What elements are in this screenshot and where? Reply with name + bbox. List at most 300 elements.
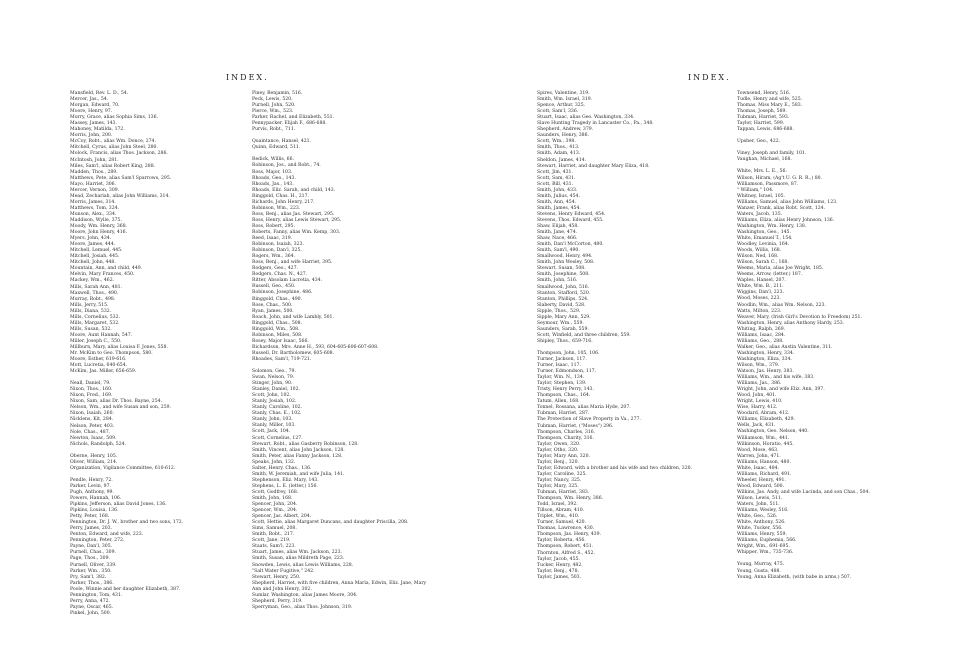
index-entry: Molock, Francis, alias Thos. Jackson, 286. [70, 151, 168, 157]
index-entry: Robinson, Dan'l, 325. [252, 248, 302, 254]
index-entry: McKim, Jas. Miller, 656-659. [70, 369, 137, 375]
index-entry: Stanton, Phillips, 524. [537, 296, 589, 302]
index-entry: Madden, Thos., 289. [70, 169, 118, 175]
index-entry: Petty, Peter, 168. [70, 514, 110, 520]
index-entry: Scott, Godfrey, 168. [252, 489, 299, 495]
index-entry: Scott, Winfield, and three children, 559. [537, 332, 631, 338]
index-entry: Woods, Willis, 168. [737, 248, 782, 254]
index-entry: Scott, Cornelius, 127. [252, 435, 303, 441]
index-entry: Mitchell, John, 448. [70, 260, 116, 266]
index-entry: Taylor, Caroline, 325. [537, 471, 587, 477]
index-entry: Williams, Euphemia, 566. [737, 538, 797, 544]
index-entry: Rhoads, Eliz. Sarah, and child, 143. [252, 187, 336, 193]
index-entry: Pierce, Wm., 523. [252, 109, 294, 115]
index-entry: Rhoads, Geo., 143. [252, 175, 296, 181]
index-entry: Morgan, Edward, 70. [70, 103, 120, 109]
index-entry: Mott, Lucretia, 640-654. [70, 363, 128, 369]
index-entry: Tubman, Harriet, ("Moses") 296. [537, 423, 614, 429]
index-entry: Stuart, James, alias Wm. Jackson, 223. [252, 550, 342, 556]
index-entry: Stewart, Harriet, and daughter Mary Eliza, 418. [537, 163, 650, 169]
index-entry: Shipley, Thos., 659-716. [537, 338, 593, 344]
index-entry: Stanly, John, 103. [252, 417, 293, 423]
index-entry: Purnell, Chas., 309. [70, 550, 116, 556]
index-entry: Robinson, Isaiah, 323. [252, 242, 304, 248]
index-entry: Scott, Jack, 104. [252, 429, 291, 435]
index-entry: Mountain, Ann, and child, 449. [70, 266, 143, 272]
index-entry: Stanly, Miller, 103. [252, 423, 296, 429]
index-group [70, 454, 250, 472]
index-entry: Scott, Sam'l, 336. [537, 109, 579, 115]
index-entry: Miller, Joseph C., 550. [70, 338, 122, 344]
index-entry: Tappan, Lewis, 686-688. [737, 127, 794, 133]
index-entry: Stephenson, Eliz. Mary, 143. [252, 477, 319, 483]
index-entry: Mackey, Wm., 462. [70, 278, 115, 284]
index-entry: Taylor, Owen, 320. [537, 441, 581, 447]
index-entry: Stanton, Stafford, 520. [537, 290, 591, 296]
index-entry: Thompson, Charity, 316. [537, 435, 594, 441]
index-entry: Wilson, Ned, 168. [737, 254, 779, 260]
index-entry: Wilson, Sarah C., 168. [737, 260, 789, 266]
index-entry: Tudle, Henry and wife, 525. [737, 97, 803, 103]
index-entry: Sumlar, Washington, alias James Moore, 304. [252, 592, 358, 598]
index-entry: White, Geo., 526. [737, 514, 778, 520]
index-entry: Turner, Isaac, 117. [537, 363, 581, 369]
index-entry: Williamson, Passmore, 87. [737, 181, 799, 187]
index-entry: Moore, Aunt Hannah, 547. [70, 332, 133, 338]
index-entry: Williams, Samuel, alias John Williams, 123. [737, 199, 838, 205]
index-entry: Taylor, Benj., 320. [537, 459, 579, 465]
index-entry: Taylor, Mary Ann, 320. [537, 453, 590, 459]
index-entry: Moore, James, 444. [70, 242, 116, 248]
index-entry: Smallwood, Henry, 494. [537, 254, 593, 260]
index-entry: Smith, Robt., 217. [252, 532, 295, 538]
index-entry: Smith, John, 433. [537, 187, 578, 193]
index-entry: Parker, Levin, 97. [70, 483, 111, 489]
index-entry: Ross, Henry, alias Lewis Stewart, 295. [252, 217, 342, 223]
index-entry: Mead, Zechariah, alias John Williams, 314. [70, 193, 170, 199]
index-entry: Williams, Hanson, 480. [737, 459, 791, 465]
index-entry: Wilkinson, Horatio, 445. [737, 441, 794, 447]
index-entry: Tubman, Harriet, 287. [537, 411, 590, 417]
index-entry: Pipkins, Jefferson, alias David Jones, 136. [70, 502, 167, 508]
index-entry: Stanly, Josiah, 102. [252, 399, 297, 405]
index-entry: Waters, Jacob, 135. [737, 211, 783, 217]
index-entry: Mitchell, Lemuel, 445. [70, 248, 123, 254]
index-entry: Sims, Samuel, 208. [252, 526, 297, 532]
index-group [70, 381, 250, 448]
index-entry: Rhoades, Sam'l, 719-721. [252, 356, 312, 362]
index-entry: Ritter, Absolam Lucretia, 434. [252, 278, 323, 284]
index-group [737, 151, 927, 163]
index-entry: Smith, W. Jeremiah, and wife Julia, 141. [252, 471, 345, 477]
index-entry: Taylor, Jacob, 455. [537, 556, 580, 562]
index-entry: Waters, John, 511. [737, 502, 780, 508]
index-entry: White, Anthony, 526. [737, 520, 786, 526]
index-entry: Saunders, Sarah, 559. [537, 326, 589, 332]
index-entry: Warren, John, 471. [737, 453, 781, 459]
index-entry: Mitchell, Josiah, 445. [70, 254, 120, 260]
index-entry: Stevens, Henry Edward, 454. [537, 211, 606, 217]
index-entry: Smith, Peter, alias Fanny Jackson, 128. [252, 453, 343, 459]
index-entry: Williamson, Wm., 441. [737, 435, 790, 441]
index-group [737, 91, 927, 133]
index-entry: Todd, Israel, 392. [537, 502, 578, 508]
index-entry: Stanly, Caroline, 102. [252, 405, 303, 411]
index-entry: Spires, Valentine, 319. [537, 91, 590, 96]
index-entry: Turner, Edmondson, 117. [537, 369, 597, 375]
index-group [537, 91, 727, 345]
index-entry: Ross, Benj., alias Jas. Stewart, 295. [252, 211, 335, 217]
index-entry: "Salt Water Fugitive," 242. [252, 568, 315, 574]
index-entry: Matthews, Pete, alias Sam'l Sparrows, 295. [70, 175, 172, 181]
index-entry: Penton, Edward, and wife, 223. [70, 532, 144, 538]
index-entry: Rose, Chas., 500. [252, 302, 293, 308]
page-title: INDEX. [226, 73, 269, 82]
index-entry: Stewart, Robt., alias Gasberry Robinson, 128. [252, 441, 359, 447]
index-entry: Thompson, Robert, 451. [537, 544, 594, 550]
index-entry: Mitchell, Cyrus, alias John Steel, 280. [70, 145, 158, 151]
index-entry: Mills, Sarah Ann, 481. [70, 284, 123, 290]
index-entry: Purnell, John, 520. [252, 103, 296, 109]
index-entry: Wells, Jack, 431. [737, 423, 776, 429]
index-entry: Perry, Anna, 472. [70, 598, 111, 604]
index-entry: Matthews, Tom, 324. [70, 205, 119, 211]
index-entry: Smith, John, 516. [537, 278, 578, 284]
index-entry: Richards, John Henry, 217. [252, 199, 315, 205]
index-entry: Williams, Eliza, alias Henry Johnson, 136. [737, 217, 835, 223]
index-entry: White, Mrs. L. E., 56. [737, 169, 787, 175]
index-entry: Watts, Milton, 223. [737, 308, 782, 314]
index-column-1 [70, 91, 250, 617]
index-entry: Pugh, Anthony, 99. [70, 489, 114, 495]
index-entry: Scott, Jim, 431. [537, 169, 573, 175]
index-entry: Tonnel, Rossana, alias Maria Hyde, 207. [537, 405, 631, 411]
index-entry: White, Tucker, 556. [737, 526, 783, 532]
index-entry: Woodard, Abram, 412. [737, 411, 790, 417]
index-entry: Myers, John, 434. [70, 236, 112, 242]
index-entry: Mercer, Jas., 54. [70, 97, 109, 103]
index-group [252, 91, 432, 133]
index-entry: Nelson, Wm., and wife Susan and son, 259. [70, 405, 171, 411]
index-entry: Neall, Daniel, 79. [70, 381, 111, 387]
index-entry: Robinson, Miles, 508. [252, 332, 303, 338]
index-entry: Speaks, John, 132. [252, 459, 296, 465]
index-entry: Washington, Geo. Nelson, 440. [737, 429, 809, 435]
index-entry: Stevens, Thos. Edward, 455. [537, 217, 604, 223]
index-entry: Whipper, Wm., 735-736. [737, 550, 794, 556]
index-entry: Morris, John, 200. [70, 133, 113, 139]
index-entry: Taylor, Nancy, 325. [537, 477, 582, 483]
index-entry: White, Isaac, 484. [737, 465, 780, 471]
index-entry: Robinson, Josephine, 486. [252, 290, 313, 296]
index-group [252, 139, 432, 151]
index-entry: Whiting, Ralph, 269. [737, 326, 786, 332]
index-entry: Waples, Hansel, 207. [737, 278, 786, 284]
index-entry: Robinson, Wm., 223. [252, 205, 301, 211]
index-entry: Turner, Samuel, 420. [537, 520, 587, 526]
index-entry: Mills, Cornelius, 532. [70, 314, 120, 320]
index-entry: Williams, Henry, 559. [737, 532, 787, 538]
index-entry: Washington, Wm. Henry, 138. [737, 223, 807, 229]
index-entry: Staats, Sam'l, 223. [252, 544, 296, 550]
index-entry: Wright, Lewis, 410. [737, 399, 783, 405]
index-entry: Smith, John, 168. [252, 496, 293, 501]
index-entry: Melvin, Mary Frances, 450. [70, 272, 135, 278]
index-entry: Parker, Rachel, and Elizabeth, 551. [252, 115, 335, 121]
index-entry: Whitney, Israel, 105. [737, 193, 786, 199]
index-entry: McIntosh, John, 281. [70, 157, 119, 163]
index-entry: Richardson, Mrs. Anne H., 593, 604-605-606-607-608. [252, 344, 379, 350]
index-entry: Scott, Wm., 398. [537, 139, 576, 145]
index-entry: Washington, Geo., 145. [737, 229, 791, 235]
index-entry: Shepherd, Harriet, with five children, Anna Maria, Edwin, Eliz. Jane, Mary Ann and John Henry, 302. [252, 580, 427, 592]
index-entry: Smith, Sam'l, 490. [537, 248, 580, 254]
index-entry: Shaw, Elijah, 458. [537, 224, 579, 230]
index-entry: Wood, Moses, 223. [737, 296, 781, 302]
index-entry: Spence, Arthur, 325. [537, 103, 586, 109]
index-group [737, 169, 927, 556]
index-entry: Taylor, James, 503. [537, 574, 582, 580]
index-entry: Taylor, Edward, with a brother and his wife and two children, 320. [537, 465, 693, 471]
index-entry: Stewart, Henry, 250. [252, 574, 301, 580]
index-entry: Mills, Susan, 532. [70, 326, 112, 332]
index-entry: Smith, Wm. Israel, 319. [537, 97, 593, 103]
index-entry: Stewart, Susan, 508. [537, 266, 586, 272]
index-entry: Russell, Dr. Bartholomew, 605-608. [252, 350, 335, 356]
index-group [70, 478, 250, 617]
index-entry: Young, Murray, 475. [737, 562, 785, 568]
index-entry: Tillson, Abram, 410. [537, 508, 585, 514]
index-entry: Washington, Henry, alias Anthony Hardy, 253. [737, 320, 845, 326]
index-group [737, 562, 927, 580]
index-entry: Walker, Geo., alias Austin Valentine, 311. [737, 344, 833, 350]
index-entry: Wilkins, Jas. Andy, and wife Lucinda, and son Chas., 504. [737, 489, 870, 495]
index-entry: " William," 104. [737, 187, 774, 193]
index-entry: Maxwell, Thos., 490. [70, 290, 119, 296]
index-entry: Murray, Robt., 498. [70, 296, 116, 302]
index-entry: Thompson, John, 105, 106. [537, 350, 600, 356]
index-entry: Williams, Wm., and his wife, 383. [737, 375, 815, 381]
index-entry: Roach, John, and wife Lambly, 501. [252, 314, 334, 320]
index-entry: Thompson, Wm. Henry, 386. [537, 496, 604, 502]
index-entry: Taylor, Wm. N., 134. [537, 375, 585, 381]
index-entry: Mansfield, Rev. L. D., 54. [70, 91, 129, 96]
index-entry: Williams, Wesley, 516. [737, 508, 789, 514]
index-entry: Purvis, Robt., 711. [252, 127, 296, 133]
index-entry: Page, Thos., 309. [70, 556, 110, 562]
index-entry: White, Wm. B., 211. [737, 284, 784, 290]
index-group [70, 91, 250, 375]
index-column-4 [737, 91, 927, 581]
index-entry: Mills, Margaret, 532. [70, 320, 120, 326]
index-entry: Smith, Josephine, 508. [537, 272, 590, 278]
index-entry: Salter, Henry, Chas., 136. [252, 465, 312, 471]
index-entry: Stuart, Isaac, alias Geo. Washington, 334. [537, 115, 635, 121]
page-title: INDEX. [688, 73, 731, 82]
index-entry: Pipkins, Louisa, 136. [70, 508, 119, 514]
index-entry: Tubman, Harriet, 593. [737, 115, 790, 121]
index-entry: Russell, Geo., 450. [252, 284, 296, 290]
index-entry: Tucker, Henry, 482. [537, 562, 583, 568]
index-entry: Washington, Henry, 334. [737, 350, 795, 356]
index-entry: Spencer, Jas. Albert, 204. [252, 514, 312, 520]
index-entry: Robinson, Jos., and Robt., 74. [252, 163, 321, 169]
index-entry: Mills, Diana, 532. [70, 308, 112, 314]
index-entry: Weems, Arrow, (letter,) 187. [737, 272, 803, 278]
index-entry: Scott, Bill, 431. [537, 181, 574, 187]
index-entry: Stanley, Daniel, 102. [252, 387, 300, 393]
index-entry: Scott, Sam, 431. [537, 175, 576, 181]
index-entry: Smith, Julius, 454. [537, 193, 580, 199]
index-entry: Pennington, Dr. J. W., brother and two sons, 172. [70, 520, 184, 526]
index-entry: Rosey, Major Isaac, 566. [252, 338, 309, 344]
index-entry: Stinger, John, 90. [252, 381, 293, 387]
index-entry: Rodgers, Geo., 427. [252, 266, 298, 272]
index-entry: Saunders, Henry, 386. [537, 133, 589, 139]
index-entry: Ross, Robert, 295. [252, 223, 295, 229]
index-entry: Williams, Geo., 288. [737, 338, 784, 344]
index-entry: Stephens, L. E. (letter,) 156. [252, 483, 318, 489]
index-entry: Thompson, Charles, 316. [537, 429, 596, 435]
index-entry: Tristy, Henry Perry, 143. [537, 387, 594, 393]
index-entry: Thompson, Jas. Henry, 439. [537, 532, 601, 538]
index-entry: Wilson, Wm., 379. [737, 362, 780, 368]
index-entry: Nixon, Isaiah, 260. [70, 411, 114, 417]
index-entry: Snowden, Lewis, alias Lewis Williams, 228. [252, 562, 354, 568]
index-entry: Mayo, Harriet, 306. [70, 181, 117, 187]
index-column-3 [537, 91, 727, 581]
index-entry: Ringgold, Chas., 508. [252, 320, 303, 326]
index-entry: Reed, Isaac, 319. [252, 236, 293, 242]
index-entry: Townsend, Henry, 516. [737, 91, 791, 96]
index-entry: Smith, James, 454. [537, 205, 581, 211]
index-entry: Rhoads, Jas., 143. [252, 181, 294, 187]
index-entry: Scott, Jane, 219. [252, 538, 291, 544]
index-entry: Smith, Susan, alias Mildreth Page, 223. [252, 556, 345, 562]
index-entry: Wood, John, 401. [737, 393, 777, 399]
index-entry: Weems, Maria, alias Joe Wright, 185. [737, 266, 824, 272]
index-entry: Thompson, Chas., 164. [537, 393, 591, 399]
index-entry: Woodley, Levinia, 164. [737, 242, 790, 248]
index-entry: Taylor, Stephen, 139. [537, 381, 587, 387]
index-entry: Thomas, Joseph, 589. [737, 109, 787, 115]
index-entry: Piney, Benjamin, 516. [252, 91, 303, 96]
index-entry: Mr. McKim to Geo. Thompson, 580. [70, 351, 153, 357]
index-entry: Wright, John, and wife Eliz. Ann, 397. [737, 387, 825, 393]
index-entry: Oberne, Henry, 105. [70, 453, 118, 459]
index-entry: Pennypacker, Elijah F., 686-688. [252, 121, 327, 127]
index-entry: Williams, Jas., 386. [737, 381, 782, 387]
index-entry: Munson, Alex., 334. [70, 211, 117, 217]
index-entry: Taylor, Mary, 325. [537, 484, 579, 489]
index-entry: Moore, John Henry, 416. [70, 230, 128, 236]
index-entry: Sipple, Mary Ann, 529. [537, 314, 591, 320]
index-entry: Mercer, Vernon, 309. [70, 187, 120, 193]
index-group [252, 157, 432, 363]
index-entry: Shepherd, Perry, 319. [252, 598, 303, 604]
index-entry: Rogers, Wm., 364. [252, 254, 296, 260]
index-entry: Roberts, Fanny, alias Wm. Kemp, 303. [252, 229, 341, 235]
index-entry: Taylor, Otho, 320. [537, 447, 579, 453]
index-entry: Shepherd, Andrew, 379. [537, 127, 594, 133]
index-entry: Scott, Hettie, alias Margaret Duncans, and daughter Priscilla, 208. [252, 520, 409, 526]
index-entry: Taylor, Roberta, 456. [537, 538, 586, 544]
index-entry: Millburn, Mary, alias Louisa F. Jones, 558. [70, 344, 168, 350]
index-entry: Nelson, Peter, 403. [70, 423, 115, 429]
index-entry: Sipple, Thos., 529. [537, 308, 581, 314]
right-page [490, 0, 980, 650]
index-entry: Rodgers, Chas. N., 427. [252, 272, 308, 278]
index-entry: Sperryman, Geo., alias Thos. Johnson, 319. [252, 604, 353, 610]
index-entry: Morris, James, 314. [70, 199, 116, 205]
index-entry: Smith, Dan'l McCorton, 480. [537, 242, 604, 248]
index-entry: Tatum, Allen, 168. [537, 399, 580, 405]
index-entry: Quaintance, Hansel, 421. [252, 139, 312, 145]
index-entry: Wood, Edward, 500. [737, 483, 785, 489]
index-entry: Purnell, Oliver, 339. [70, 562, 117, 568]
index-entry: Wiggins, Dan'l, 223. [737, 290, 784, 296]
index-group [252, 369, 432, 611]
index-entry: Organization, Vigilance Committee, 610-612. [70, 465, 176, 471]
index-entry: Williams, Isaac, 284. [737, 332, 786, 338]
index-entry: Wood, Mose, 463. [737, 447, 779, 453]
index-entry: Thomas, Lawrence, 430. [537, 526, 595, 532]
index-entry: Triplet, Wm., 410. [537, 514, 580, 520]
index-entry: Ryan, James, 500. [252, 308, 294, 314]
index-entry: The Protection of Slave Property in Va., 277. [537, 417, 641, 423]
index-entry: Parker, Wm., 350. [70, 568, 112, 574]
index-entry: Smith, Jane, 474. [537, 230, 578, 236]
index-entry: Wanzer, Frank, alias Robt. Scott, 124. [737, 205, 826, 211]
index-entry: Swan, Nelson, 79. [252, 375, 295, 381]
index-entry: Tubman, Harriet, 383. [537, 490, 590, 496]
index-entry: Turner, Jackson, 117. [537, 357, 587, 363]
index-entry: Williams, Richard, 491. [737, 471, 792, 477]
index-entry: White, Emanuel T., 154. [737, 235, 793, 241]
index-entry: Pinkel, John, 500. [70, 610, 112, 616]
index-entry: Ross, Benj., and wife Harriet, 395. [252, 260, 333, 266]
index-entry: Wright, Wm., 691-695. [737, 544, 790, 550]
index-entry: Young, Anna Elizabeth, (with babe in arms,) 507. [737, 574, 852, 580]
index-entry: Peck, Lewis, 520. [252, 97, 293, 103]
index-entry: Upsher, Geo., 422. [737, 139, 781, 145]
index-entry: Moody, Wm. Henry, 368. [70, 224, 128, 230]
index-entry: Wilson, Lewis, 511. [737, 496, 783, 501]
index-entry: Nicklens, Kit, 284. [70, 417, 114, 423]
index-entry: Parker, Thos., 386. [70, 580, 114, 586]
index-entry: Perry, James, 203. [70, 526, 113, 532]
index-entry: Spencer, John, 204. [252, 502, 298, 508]
index-entry: Pennington, Tom, 431. [70, 592, 123, 598]
index-entry: Redick, Willis, 66. [252, 157, 294, 163]
index-entry: Viney, Joseph and family, 101. [737, 151, 807, 157]
index-entry: Taylor, Benj., 478. [537, 568, 579, 574]
index-entry: Thornton, Alfred S., 452. [537, 550, 595, 556]
index-entry: Thomas, Miss Mary E., 583. [737, 103, 803, 109]
index-entry: Massey, James, 143. [70, 121, 117, 127]
index-entry: Pennington, Peter, 272. [70, 538, 125, 544]
index-entry: Newton, Isaac, 509. [70, 435, 117, 441]
index-entry: McCoy, Robt., alias Wm. Donce, 274. [70, 139, 156, 145]
index-entry: Williams, Elizabeth, 429. [737, 417, 795, 423]
index-entry: Weaver, Mary, (Irish Girl's Devotion to Freedom) 251. [737, 314, 862, 320]
index-entry: Ringgold, Wm., 508. [252, 326, 300, 332]
index-entry: Taylor, Harriet, 599. [737, 121, 785, 127]
index-entry: Oliver, William, 214. [70, 459, 118, 465]
index-entry: Scott, John, 102. [252, 393, 291, 399]
index-entry: Nixon, Sam, alias Dr. Thos. Bayne, 254. [70, 399, 163, 405]
index-entry: Smith, Ann, 454. [537, 199, 577, 205]
